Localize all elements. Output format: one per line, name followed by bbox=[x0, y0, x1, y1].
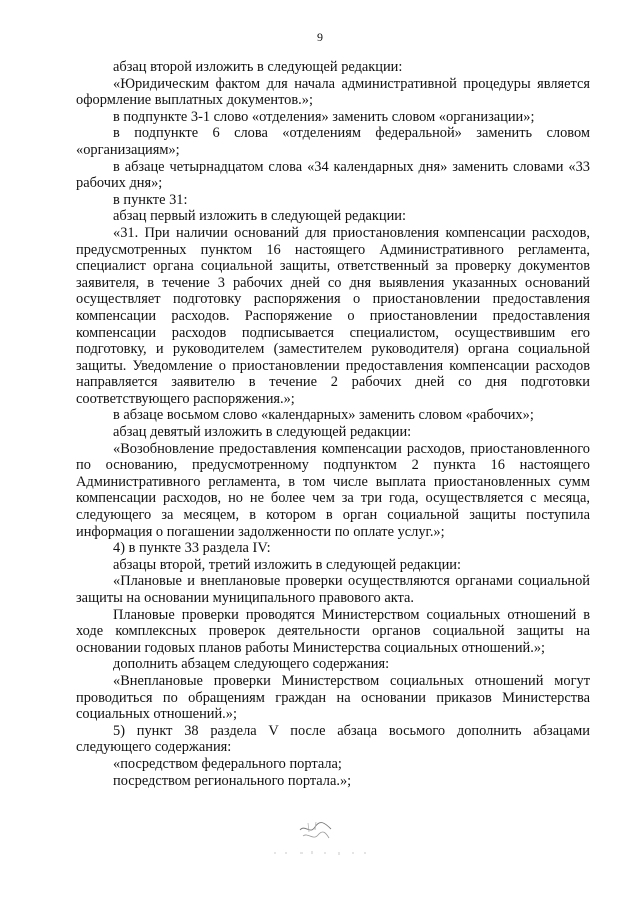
paragraph-13: абзацы второй, третий изложить в следующей редакции: bbox=[113, 556, 461, 573]
paragraph-12: 4) в пункте 33 раздела IV: bbox=[113, 540, 271, 557]
paragraph-7: абзац первый изложить в следующей редакции: bbox=[113, 208, 407, 225]
paragraph-9: в абзаце восьмом слово «календарных» заменить словом «рабочих»; bbox=[113, 407, 534, 424]
paragraph-16: дополнить абзацем следующего содержания: bbox=[113, 656, 390, 673]
paragraph-1: абзац второй изложить в следующей редакции: bbox=[113, 59, 403, 75]
paragraph-2: «Юридическим фактом для начала административной процедуры является оформление выплатных документов.»; bbox=[76, 75, 590, 109]
paragraph-11: «Возобновление предоставления компенсации расходов, приостановленного по основанию, предусмотренному подпунктом 2 пункта 16 настоящего Административного регламента, в том числе выплата приостановленных сумм компенсации расходов, но не более чем за три года, осуществляется с месяца, следующего за месяцем, в котором в орган социальной защиты поступила информация о погашении задолженности по оплате услуг.»; bbox=[76, 440, 590, 540]
paragraph-17: «Внеплановые проверки Министерством социальных отношений могут проводиться по обращениям граждан на основании приказов Министерства социальных отношений.»; bbox=[76, 672, 590, 723]
paragraph-8: «31. При наличии оснований для приостановления компенсации расходов, предусмотренных пунктом 16 настоящего Административного регламента, специалист органа социальной защиты, ответственный за проверку документов заявителя, в течение 3 рабочих дней со дня выявления указанных оснований осуществляет подготовку распоряжения о приостановлении предоставления компенсации расходов. Распоряжение о приостановлении предоставления компенсации расходов подписывается специалистом, осуществившим его подготовку, и руководителем (заместителем руководителя) органа социальной защиты. Уведомление о приостановлении предоставления компенсации расходов направляется заявителю в течение 2 рабочих дней со дня подготовки соответствующего распоряжения.»; bbox=[76, 224, 590, 407]
paragraph-3: в подпункте 3-1 слово «отделения» заменить словом «организации»; bbox=[113, 108, 535, 125]
paragraph-15: Плановые проверки проводятся Министерством социальных отношений в ходе комплексных проверок деятельности органов социальной защиты на основании годовых планов работы Министерства социальных отношений.»; bbox=[76, 606, 590, 656]
paragraph-10: абзац девятый изложить в следующей редакции: bbox=[113, 424, 412, 441]
paragraph-4: в подпункте 6 слова «отделениям федеральной» заменить словом «организациям»; bbox=[76, 125, 590, 158]
paragraph-5: в абзаце четырнадцатом слова «34 календарных дня» заменить словами «33 рабочих дня»; bbox=[76, 158, 590, 192]
paragraph-14: «Плановые и внеплановые проверки осуществляются органами социальной защиты на основании муниципального правового акта. bbox=[76, 573, 590, 606]
page-number: 9 bbox=[317, 30, 323, 44]
handwritten-mark bbox=[296, 820, 336, 846]
scan-noise bbox=[272, 850, 372, 856]
paragraph-19: «посредством федерального портала; bbox=[113, 755, 342, 772]
paragraph-6: в пункте 31: bbox=[113, 191, 188, 208]
paragraph-20: посредством регионального портала.»; bbox=[113, 772, 352, 789]
paragraph-18: 5) пункт 38 раздела V после абзаца восьмого дополнить абзацами следующего содержания: bbox=[76, 722, 590, 756]
document-body bbox=[76, 59, 590, 789]
